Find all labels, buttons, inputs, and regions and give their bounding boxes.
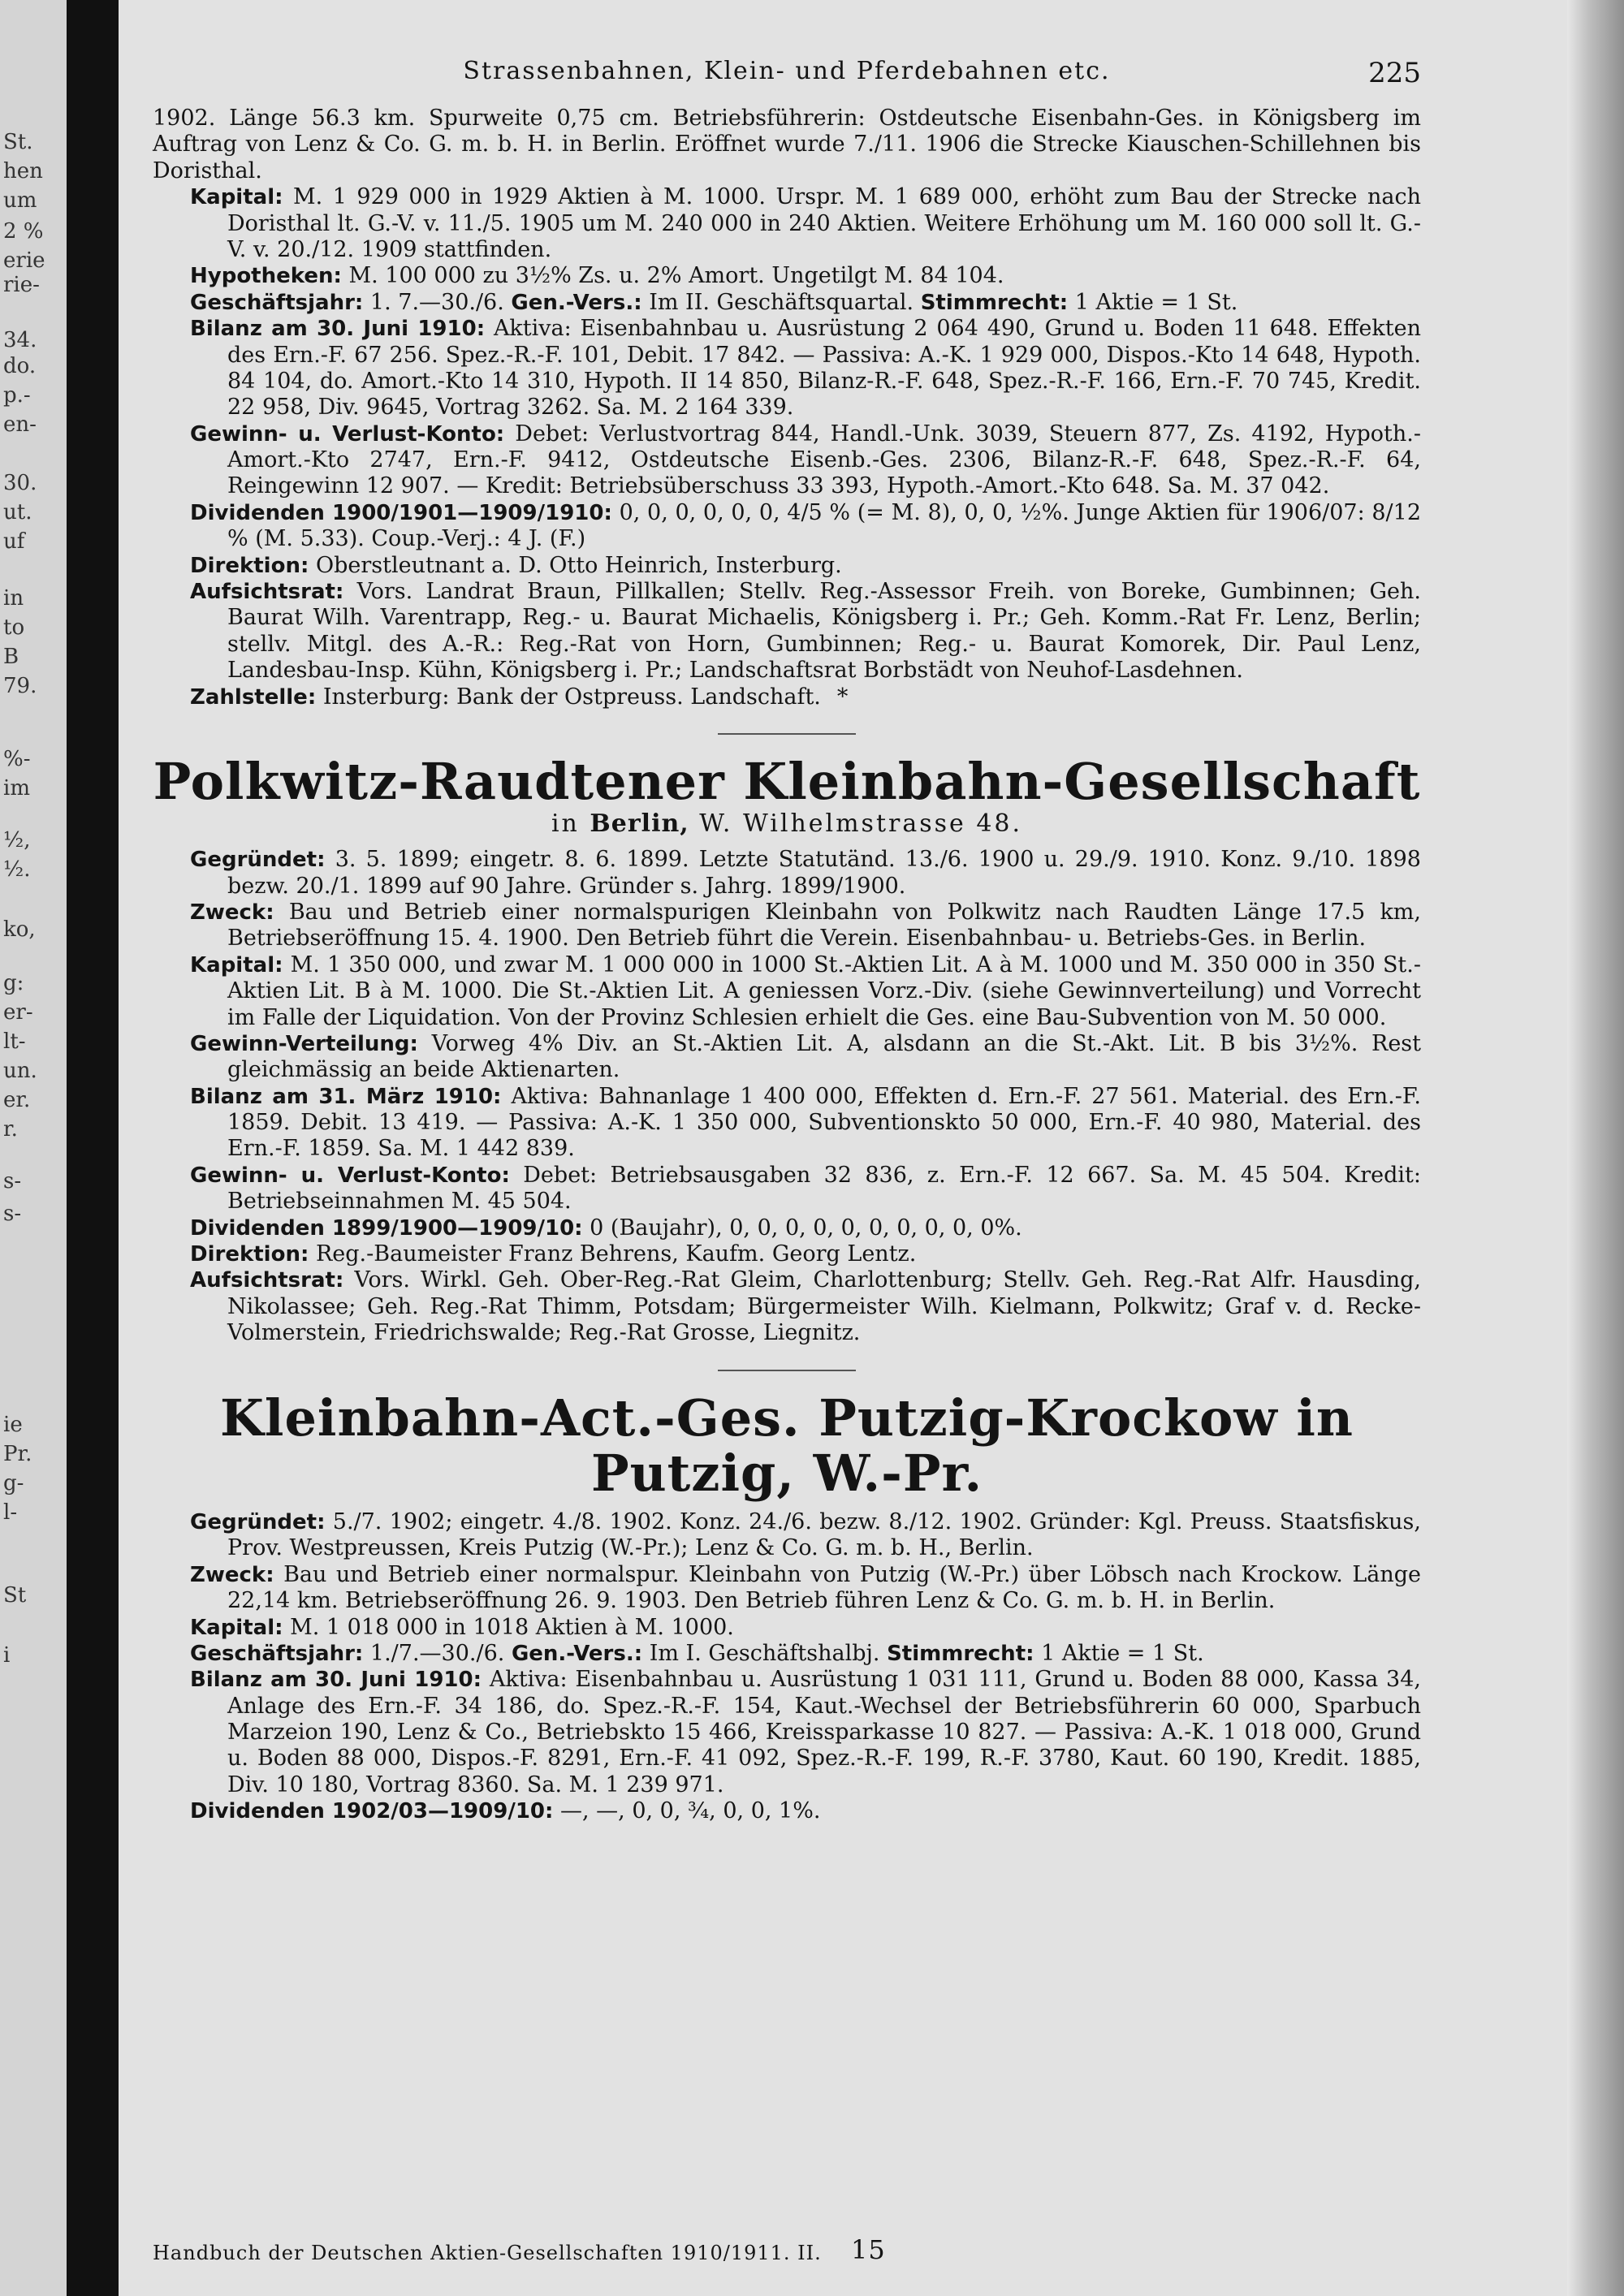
entry-bilanz (190, 1084, 1421, 1163)
label-stimmrecht: Stimmrecht: (920, 290, 1069, 315)
bilanz-text: Aktiva: Bahnanlage 1 400 000, Effekten d. Ern.-F. 27 561. Material. des Ern.-F. 1859. Debit. 13 419. — Passiva: A.-K. 1 350 000, Subventionskto 50 000, Ern.-F. 40 980, Material. des Ern.-F. 1859. Sa. M. 1 442 839. (227, 1083, 1421, 1162)
stimmrecht-text: 1 Aktie = 1 St. (1074, 289, 1238, 315)
running-head-title: Strassenbahnen, Klein- und Pferdebahnen etc. (463, 57, 1111, 85)
section-divider (718, 1370, 856, 1371)
gewinnverteilung-text: Vorweg 4% Div. an St.-Aktien Lit. A, alsdann an die St.-Akt. Lit. B bis 3½%. Rest gleichmässig an beide Aktienarten. (227, 1030, 1422, 1083)
margin-fragment: 34. (3, 328, 37, 352)
entry-dividenden (190, 1215, 1421, 1241)
label-kapital: Kapital: (190, 1615, 283, 1640)
label-stimmrecht: Stimmrecht: (887, 1641, 1034, 1666)
margin-fragment: g: (3, 971, 24, 995)
margin-fragment: lt- (3, 1029, 26, 1054)
zahlstelle-text: Insterburg: Bank der Ostpreuss. Landschaft. (322, 684, 821, 710)
book-page (153, 57, 1421, 2265)
dividenden-text: 0, 0, 0, 0, 0, 0, 4/5 % (= M. 8), 0, 0, ½%. Junge Aktien für 1906/07: 8/12 % (M. 5.33). Coup.-Verj.: 4 J. (F.) (227, 499, 1422, 552)
margin-fragment: ut. (3, 500, 32, 524)
entry-guv (190, 421, 1421, 500)
zweck-text: Bau und Betrieb einer normalspurigen Kleinbahn von Polkwitz nach Raudten Länge 17.5 km, Betriebseröffnung 15. 4. 1900. Den Betrieb führt die Verein. Eisenbahnbau- u. Betriebs-Ges. in Berlin. (227, 899, 1421, 952)
margin-fragment: 2 % (3, 219, 44, 244)
entry-kapital (190, 952, 1421, 1031)
margin-fragment: er. (3, 1088, 31, 1112)
entry-kapital (190, 184, 1421, 263)
entry-dividenden (190, 500, 1421, 553)
entry-kapital (190, 1615, 1421, 1641)
bilanz-text: Aktiva: Eisenbahnbau u. Ausrüstung 2 064 490, Grund u. Boden 11 648. Effekten des Ern.-F. 67 256. Spez.-R.-F. 101, Debit. 17 842. — Passiva: A.-K. 1 929 000, Dispos.-Kto 14 648, Hypoth. 84 104, do. Amort.-Kto 14 310, Hypoth. II 14 850, Bilanz-R.-F. 648, Spez.-R.-F. 166, Ern.-F. 70 745, Kredit. 22 958, Div. 9645, Vortrag 3262. Sa. M. 2 164 339. (227, 316, 1421, 421)
label-zweck: Zweck: (190, 900, 274, 925)
margin-fragment: s- (3, 1202, 22, 1226)
entry-gegruendet (190, 1509, 1421, 1562)
geschaeftsjahr-text: 1. 7.—30./6. (369, 289, 504, 315)
label-bilanz: Bilanz am 31. März 1910: (190, 1084, 502, 1109)
page-edge-right (1567, 0, 1624, 2296)
page-number: 225 (1368, 57, 1421, 89)
entry-dividenden (190, 1798, 1421, 1824)
dividenden-text: —, —, 0, 0, ¾, 0, 0, 1%. (560, 1798, 821, 1824)
margin-fragment: g- (3, 1471, 24, 1495)
aufsichtsrat-text: Vors. Landrat Braun, Pillkallen; Stellv. Reg.-Assessor Freih. von Boreke, Gumbinnen; Geh. Baurat Wilh. Varentrapp, Reg.- u. Baurat Michaelis, Königsberg i. Pr.; Geh. Komm.-Rat Fr. Lenz, Berlin; stellv. Mitgl. des A.-R.: Reg.-Rat von Horn, Gumbinnen; Reg.- u. Baurat Komorek, Dir. Paul Lenz, Landesbau-Insp. Kühn, Königsberg i. Pr.; Landschaftsrat Borbstädt von Neuhof-Lasdehnen. (227, 579, 1421, 684)
seat-address: W. Wilhelmstrasse 48. (699, 809, 1023, 839)
label-dividenden: Dividenden 1899/1900—1909/10: (190, 1215, 583, 1241)
gegruendet-text: 5./7. 1902; eingetr. 4./8. 1902. Konz. 24./6. bezw. 8./12. 1902. Gründer: Kgl. Preuss. Staatsfiskus, Prov. Westpreussen, Kreis Putzig (W.-Pr.); Lenz & Co. G. m. b. H., Berlin. (227, 1508, 1421, 1561)
book-spine (67, 0, 119, 2296)
margin-fragment: p.- (3, 383, 31, 408)
direktion-text: Reg.-Baumeister Franz Behrens, Kaufm. Georg Lentz. (315, 1241, 917, 1267)
entry-direktion (190, 553, 1421, 579)
entry-guv (190, 1163, 1421, 1215)
margin-fragment: B (3, 645, 19, 669)
entry-direktion (190, 1241, 1421, 1267)
label-kapital: Kapital: (190, 185, 283, 210)
previous-company-entry (153, 106, 1421, 710)
margin-fragment: i (3, 1643, 11, 1668)
margin-fragment: in (3, 586, 24, 611)
running-head (153, 57, 1421, 106)
entry-bilanz (190, 1667, 1421, 1798)
margin-fragment: %- (3, 747, 31, 771)
company-entry-polkwitz (153, 751, 1422, 1347)
zweck-text: Bau und Betrieb einer normalspur. Kleinbahn von Putzig (W.-Pr.) über Löbsch nach Krockow. Länge 22,14 km. Betriebseröffnung 26. 9. 1903. Den Betrieb führen Lenz & Co. G. m. b. H. in Berlin. (227, 1561, 1421, 1614)
label-guv: Gewinn- u. Verlust-Konto: (190, 1163, 510, 1188)
label-zweck: Zweck: (190, 1562, 274, 1587)
star-mark: * (836, 684, 849, 710)
margin-fragment: ½. (3, 857, 31, 882)
gegruendet-text: 3. 5. 1899; eingetr. 8. 6. 1899. Letzte Statutänd. 13./6. 1900 u. 29./9. 1910. Konz. 9./10. 1898 bezw. 20./1. 1899 auf 90 Jahre. Gründer s. Jahrg. 1899/1900. (227, 847, 1421, 899)
label-aufsichtsrat: Aufsichtsrat: (190, 580, 344, 605)
entry-geschaeftsjahr (190, 1641, 1421, 1667)
margin-fragment: s- (3, 1169, 22, 1193)
entry-intro: 1902. Länge 56.3 km. Spurweite 0,75 cm. Betriebsführerin: Ostdeutsche Eisenbahn-Ges. in Königsberg im Auftrag von Lenz & Co. G. m. b. H. in Berlin. Eröffnet wurde 7./11. 1906 die Strecke Kiauschen-Schillehnen bis Doristhal. (153, 106, 1421, 183)
bilanz-text: Aktiva: Eisenbahnbau u. Ausrüstung 1 031 111, Grund u. Boden 88 000, Kassa 34, Anlage des Ern.-F. 34 186, do. Spez.-R.-F. 154, Kaut.-Wechsel der Betriebsführerin 60 000, Sparbuch Marzeion 190, Lenz & Co., Betriebskto 15 466, Kreissparkasse 10 827. — Passiva: A.-K. 1 018 000, Grund u. Boden 88 000, Dispos.-F. 8291, Ern.-F. 41 092, Spez.-R.-F. 199, R.-F. 3780, Kaut. 60 190, Kredit. 1885, Div. 10 180, Vortrag 8360. Sa. M. 1 239 971. (227, 1667, 1421, 1798)
aufsichtsrat-text: Vors. Wirkl. Geh. Ober-Reg.-Rat Gleim, Charlottenburg; Stellv. Geh. Reg.-Rat Alfr. Hausding, Nikolassee; Geh. Reg.-Rat Thimm, Potsdam; Bürgermeister Wilh. Kielmann, Polkwitz; Graf v. d. Recke-Volmerstein, Friedrichswalde; Reg.-Rat Grosse, Liegnitz. (227, 1267, 1421, 1346)
section-divider (718, 733, 856, 735)
label-bilanz: Bilanz am 30. Juni 1910: (190, 1668, 482, 1693)
margin-fragment: ko, (3, 917, 36, 942)
direktion-text: Oberstleutnant a. D. Otto Heinrich, Insterburg. (315, 552, 842, 578)
label-geschaeftsjahr: Geschäftsjahr: (190, 290, 364, 315)
margin-fragment: to (3, 615, 25, 640)
label-gewinnverteilung: Gewinn-Verteilung: (190, 1031, 418, 1056)
margin-fragment: uf (3, 529, 25, 554)
margin-fragment: rie- (3, 273, 40, 297)
company-title: Kleinbahn-Act.-Ges. Putzig-Krockow in Putzig, W.-Pr. (220, 1388, 1354, 1503)
label-zahlstelle: Zahlstelle: (190, 684, 317, 710)
entry-aufsichtsrat (190, 1267, 1421, 1346)
label-gegruendet: Gegründet: (190, 848, 326, 873)
margin-fragment: en- (3, 412, 37, 437)
margin-fragment: St. (3, 130, 33, 154)
label-bilanz: Bilanz am 30. Juni 1910: (190, 317, 486, 342)
sheet-number: 15 (851, 2233, 886, 2265)
genvers-text: Im II. Geschäftsquartal. (649, 289, 914, 315)
company-title: Polkwitz-Raudtener Kleinbahn-Gesellschaft (153, 751, 1421, 811)
margin-fragment: 79. (3, 674, 37, 698)
margin-fragment: un. (3, 1059, 37, 1083)
seat-prefix: in (551, 809, 580, 839)
label-direktion: Direktion: (190, 1242, 309, 1267)
seat-city: Berlin, (590, 809, 689, 839)
margin-fragment: im (3, 776, 30, 801)
label-kapital: Kapital: (190, 952, 283, 978)
label-direktion: Direktion: (190, 553, 309, 578)
page-footer (153, 2233, 1421, 2265)
margin-fragment: ½, (3, 828, 31, 852)
margin-fragment: hen (3, 159, 43, 183)
entry-gegruendet (190, 847, 1421, 900)
margin-fragment: r. (3, 1117, 18, 1142)
margin-fragment: St (3, 1583, 27, 1608)
kapital-text: M. 1 929 000 in 1929 Aktien à M. 1000. Urspr. M. 1 689 000, erhöht zum Bau der Strecke nach Doristhal lt. G.-V. v. 11./5. 1905 um M. 240 000 in 240 Aktien. Weitere Erhöhung um M. 160 000 soll lt. G.-V. v. 20./12. 1909 stattfinden. (227, 184, 1421, 262)
genvers-text: Im I. Geschäftshalbj. (649, 1640, 880, 1666)
footer-source: Handbuch der Deutschen Aktien-Gesellschaften 1910/1911. II. (153, 2242, 822, 2265)
entry-gewinnverteilung (190, 1031, 1421, 1084)
label-genvers: Gen.-Vers.: (511, 290, 642, 315)
guv-text: Debet: Verlustvortrag 844, Handl.-Unk. 3039, Steuern 877, Zs. 4192, Hypoth.-Amort.-Kto 2747, Ern.-F. 9412, Ostdeutsche Eisenb.-Ges. 2306, Bilanz-R.-F. 648, Spez.-R.-F. 64, Reingewinn 12 907. — Kredit: Betriebsüberschuss 33 393, Hypoth.-Amort.-Kto 648. Sa. M. 37 042. (227, 421, 1421, 499)
margin-fragment: l- (3, 1500, 18, 1525)
entry-bilanz (190, 316, 1421, 421)
label-hypotheken: Hypotheken: (190, 264, 342, 289)
kapital-text: M. 1 018 000 in 1018 Aktien à M. 1000. (290, 1614, 734, 1640)
dividenden-text: 0 (Baujahr), 0, 0, 0, 0, 0, 0, 0, 0, 0, 0%. (590, 1215, 1022, 1241)
margin-fragment: erie (3, 248, 45, 273)
guv-text: Debet: Betriebsausgaben 32 836, z. Ern.-F. 12 667. Sa. M. 45 504. Kredit: Betriebseinnahmen M. 45 504. (227, 1162, 1421, 1215)
margin-fragment: 30. (3, 471, 37, 495)
margin-fragment: er- (3, 1000, 33, 1025)
hypotheken-text: M. 100 000 zu 3½% Zs. u. 2% Amort. Ungetilgt M. 84 104. (348, 263, 1004, 289)
margin-fragment: um (3, 188, 37, 213)
label-aufsichtsrat: Aufsichtsrat: (190, 1268, 344, 1293)
margin-fragment: do. (3, 354, 37, 378)
geschaeftsjahr-text: 1./7.—30./6. (369, 1640, 505, 1666)
margin-fragment: Pr. (3, 1442, 32, 1466)
company-entry-putzig (153, 1388, 1421, 1825)
entry-hypotheken (190, 263, 1421, 289)
entry-zweck (190, 900, 1421, 952)
label-geschaeftsjahr: Geschäftsjahr: (190, 1641, 364, 1666)
stimmrecht-text: 1 Aktie = 1 St. (1041, 1640, 1204, 1666)
label-dividenden: Dividenden 1902/03—1909/10: (190, 1799, 554, 1824)
label-guv: Gewinn- u. Verlust-Konto: (190, 421, 505, 447)
entry-aufsichtsrat (190, 579, 1421, 684)
margin-fragment: ie (3, 1413, 23, 1437)
entry-zahlstelle (190, 684, 1421, 710)
label-dividenden: Dividenden 1900/1901—1909/1910: (190, 500, 612, 525)
company-seat (153, 809, 1421, 839)
entry-geschaeftsjahr (190, 290, 1421, 316)
label-gegruendet: Gegründet: (190, 1509, 326, 1534)
label-genvers: Gen.-Vers.: (511, 1641, 643, 1666)
kapital-text: M. 1 350 000, und zwar M. 1 000 000 in 1000 St.-Aktien Lit. A à M. 1000 und M. 350 000 in 350 St.-Aktien Lit. B à M. 1000. Die St.-Aktien Lit. A geniessen Vorz.-Div. (siehe Gewinnverteilung) und Vorrecht im Falle der Liquidation. Von der Provinz Schlesien erhielt die Ges. eine Bau-Subvention von M. 50 000. (227, 952, 1421, 1030)
entry-zweck (190, 1562, 1421, 1615)
